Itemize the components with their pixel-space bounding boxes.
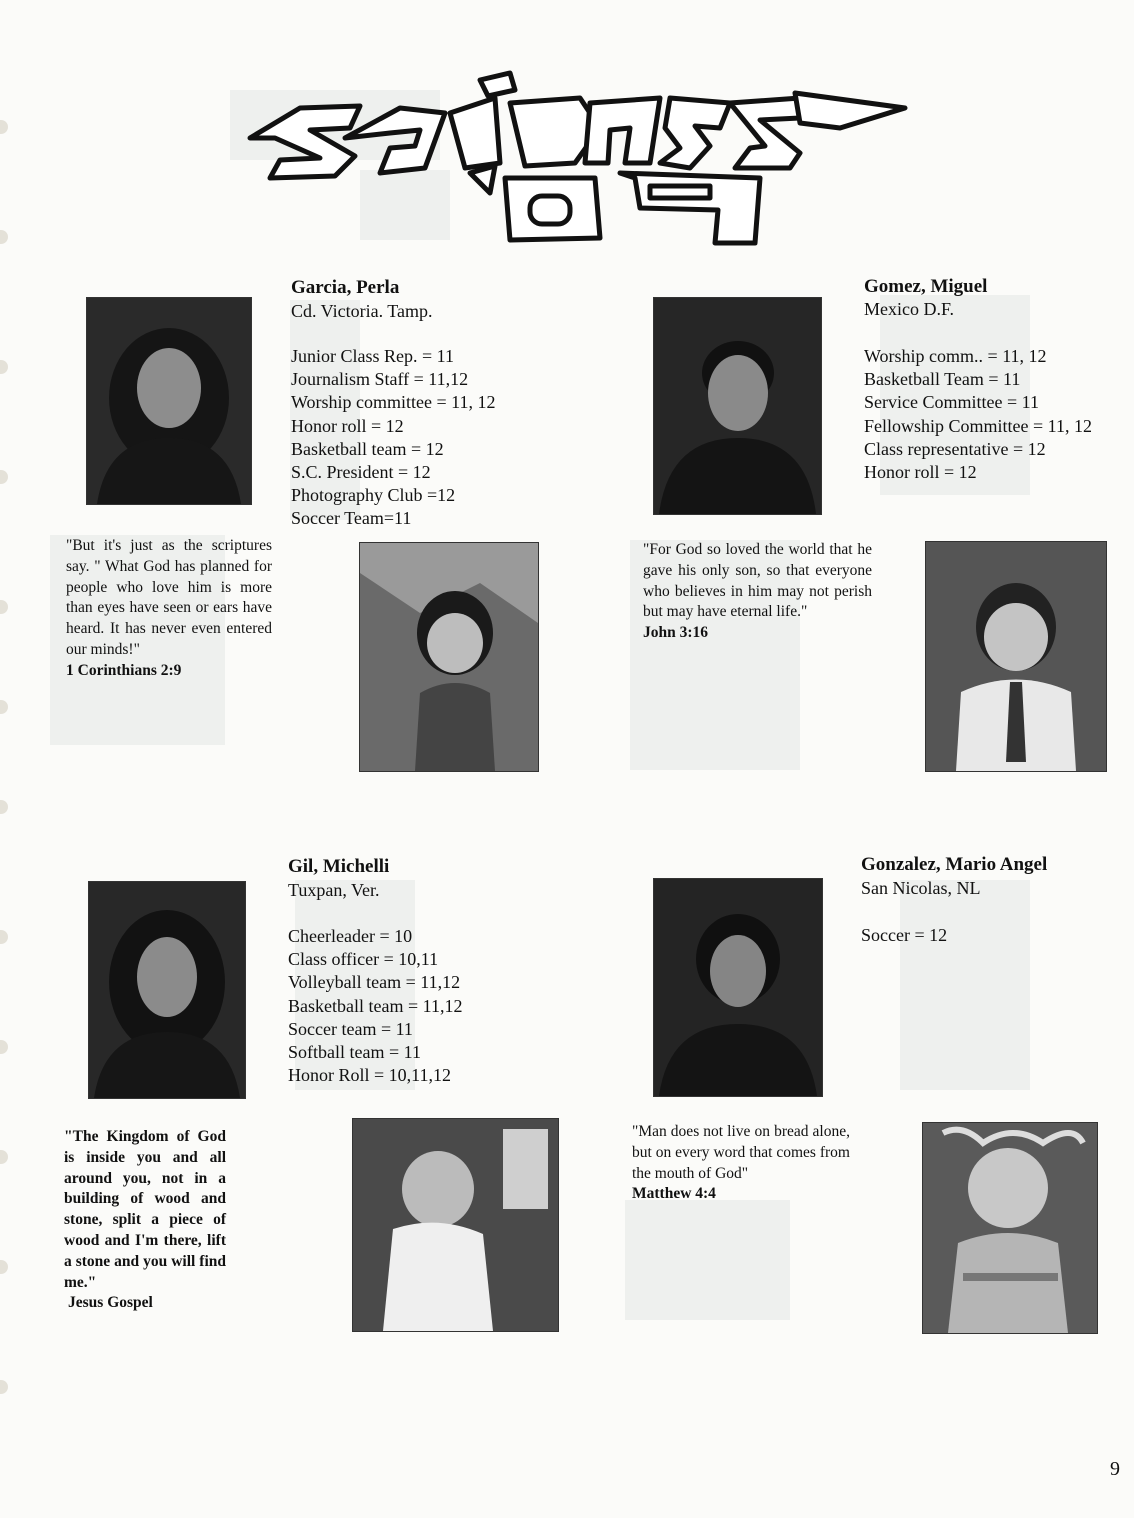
binder-holes: [0, 0, 16, 1518]
student-name: Gonzalez, Mario Angel: [861, 854, 1048, 875]
binder-hole: [0, 470, 8, 484]
student-name: Garcia, Perla: [291, 277, 400, 298]
activity-item: Soccer team = 11: [288, 1018, 413, 1039]
activities-list: [288, 925, 462, 1087]
quote-source: John 3:16: [643, 624, 709, 642]
quote-source: Jesus Gospel: [68, 1294, 153, 1312]
student-hometown: Mexico D.F.: [864, 299, 955, 319]
quote-text: "The Kingdom of God is inside you and all around you, not in a building of wood and stone, split a piece of wood and I'm there, lift a stone and you will find me.": [64, 1128, 226, 1291]
binder-hole: [0, 1260, 8, 1274]
student-name: Gomez, Miguel: [864, 276, 988, 297]
activities-list: [864, 345, 1114, 484]
student-hometown: Cd. Victoria. Tamp.: [291, 301, 433, 321]
senior-quote: [643, 540, 872, 644]
binder-hole: [0, 1380, 8, 1394]
binder-hole: [0, 120, 8, 134]
binder-hole: [0, 1150, 8, 1164]
activity-item: Class representative = 12: [864, 438, 1046, 459]
activity-item: Basketball Team = 11: [864, 369, 1021, 390]
senior-quote: [66, 536, 272, 682]
binder-hole: [0, 930, 8, 944]
baby-photo: [352, 1118, 559, 1332]
activity-item: Worship committee = 11, 12: [291, 392, 496, 413]
activity-item: Soccer = 12: [861, 925, 948, 945]
page-number: 9: [1110, 1458, 1120, 1480]
baby-photo: [359, 542, 539, 772]
activity-item: S.C. President = 12: [291, 462, 431, 483]
binder-hole: [0, 700, 8, 714]
student-hometown: Tuxpan, Ver.: [288, 880, 380, 900]
activity-item: Cheerleader = 10: [288, 926, 413, 946]
activity-item: Honor roll = 12: [864, 462, 977, 483]
activities-list: [861, 924, 947, 947]
baby-photo: [922, 1122, 1098, 1334]
activity-item: Class officer = 10,11: [288, 949, 439, 970]
binder-hole: [0, 600, 8, 614]
binder-hole: [0, 360, 8, 374]
activity-item: Service Committee = 11: [864, 392, 1039, 413]
activity-item: Journalism Staff = 11,12: [291, 369, 469, 390]
senior-portrait-photo: [86, 297, 252, 505]
binder-hole: [0, 800, 8, 814]
activity-item: Softball team = 11: [288, 1042, 421, 1063]
senior-portrait-photo: [653, 878, 823, 1097]
quote-source: 1 Corinthians 2:9: [66, 661, 182, 679]
quote-text: "Man does not live on bread alone, but on every word that comes from the mouth of God": [632, 1123, 850, 1182]
seniors-04-title-art: [240, 68, 910, 253]
activity-item: Junior Class Rep. = 11: [291, 346, 454, 366]
binder-hole: [0, 230, 8, 244]
activity-item: Soccer Team=11: [291, 508, 412, 529]
bleed-through: [900, 880, 1030, 1090]
senior-quote: [632, 1122, 850, 1205]
activity-item: Honor roll = 12: [291, 415, 404, 436]
student-hometown: San Nicolas, NL: [861, 878, 981, 898]
quote-text: "For God so loved the world that he gave his only son, so that everyone who believes in him may not perish but may have eternal life.": [643, 541, 872, 621]
senior-quote: [64, 1127, 226, 1314]
activity-item: Volleyball team = 11,12: [288, 972, 461, 993]
bleed-through: [625, 1200, 790, 1320]
quote-text: "But it's just as the scriptures say. " What God has planned for people who love him is more than eyes have seen or ears have heard. It has never even entered our minds!": [66, 537, 272, 658]
activity-item: Worship comm.. = 11, 12: [864, 346, 1047, 366]
binder-hole: [0, 1040, 8, 1054]
activity-item: Photography Club =12: [291, 485, 456, 506]
quote-source: Matthew 4:4: [632, 1185, 716, 1203]
activity-item: Honor Roll = 10,11,12: [288, 1065, 451, 1086]
activity-item: Fellowship Committee = 11, 12: [864, 415, 1092, 436]
baby-photo: [925, 541, 1107, 772]
activities-list: [291, 345, 496, 531]
senior-portrait-photo: [653, 297, 822, 515]
activity-item: Basketball team = 11,12: [288, 995, 463, 1016]
student-name: Gil, Michelli: [288, 856, 390, 877]
activity-item: Basketball team = 12: [291, 438, 444, 459]
senior-portrait-photo: [88, 881, 246, 1099]
